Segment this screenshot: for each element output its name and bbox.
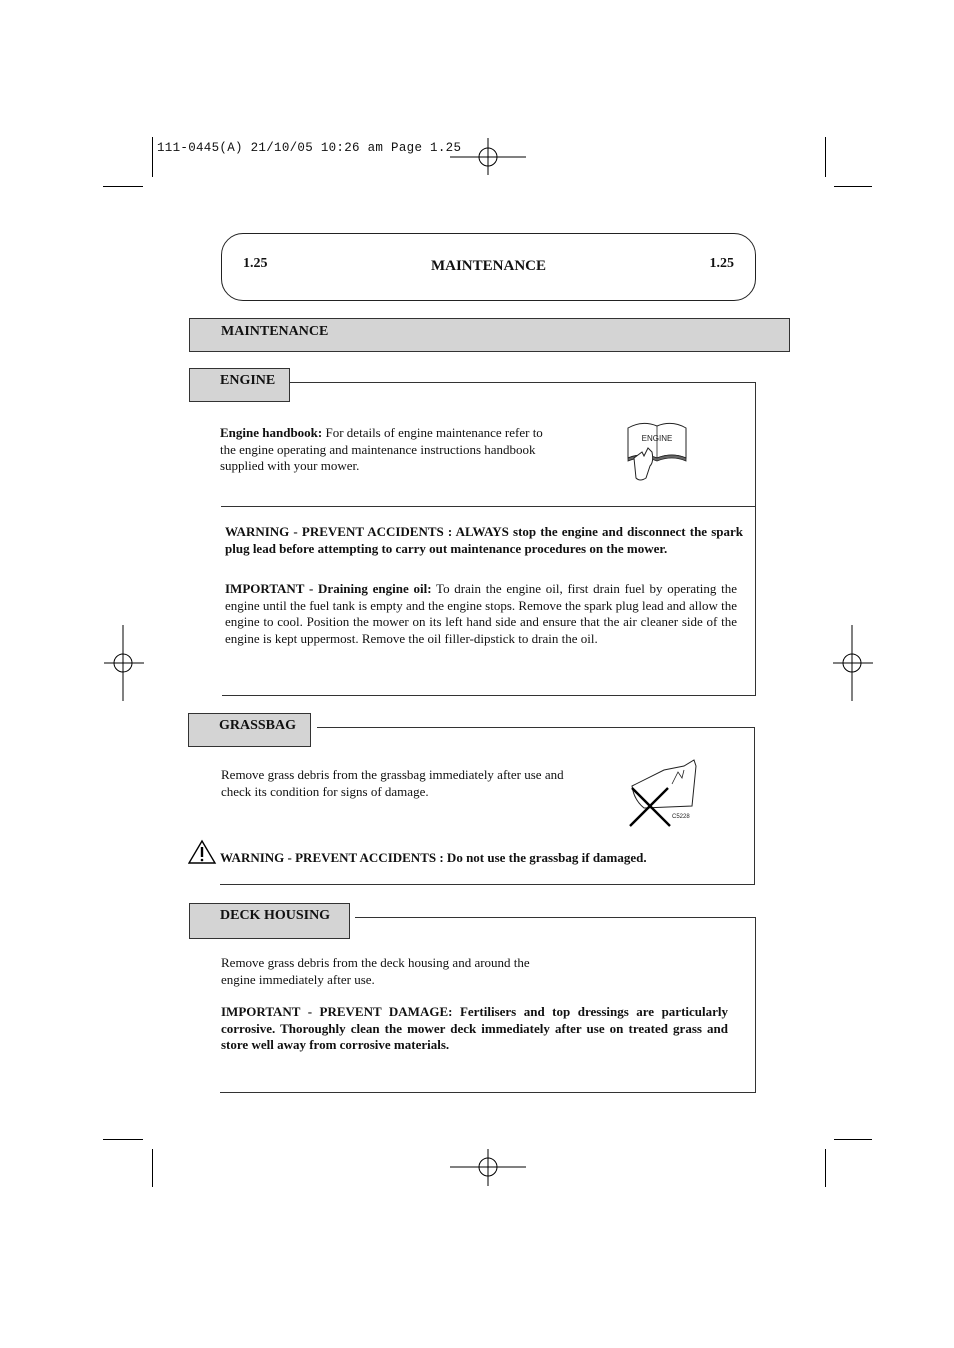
divider	[754, 727, 755, 885]
divider	[220, 884, 755, 885]
divider	[290, 382, 756, 383]
engine-handbook-icon	[624, 418, 690, 484]
registration-mark-icon	[448, 1148, 528, 1188]
grassbag-tab-label: GRASSBAG	[219, 718, 297, 733]
print-slug: 111-0445(A) 21/10/05 10:26 am Page 1.25	[157, 141, 462, 155]
grassbag-paragraph: Remove grass debris from the grassbag immediately after use and check its condition for signs of damage.	[221, 767, 564, 799]
crop-mark	[152, 1149, 153, 1187]
section-band	[189, 318, 790, 352]
deck-housing-tab-label: DECK HOUSING	[220, 908, 331, 923]
engine-handbook-paragraph	[220, 425, 560, 475]
engine-important-paragraph	[225, 581, 737, 647]
divider	[355, 917, 756, 918]
section-number-right: 1.25	[709, 256, 734, 271]
page-header	[221, 233, 756, 301]
deck-paragraph: Remove grass debris from the deck housing and around the engine immediately after use.	[221, 955, 530, 987]
engine-important-text: To drain the engine oil, first drain fuel by operating the engine until the fuel tank is empty and the engine stops. Remove the spark plug lead and allow the engine to cool. Position the mower on its left hand side and ensure that the air cleaner side of the engine is kept uppermost. Remove the oil filler-dipstick to drain the oil.	[225, 581, 737, 646]
divider	[317, 727, 755, 728]
deck-important: IMPORTANT - PREVENT DAMAGE: Fertilisers and top dressings are particularly corrosive. Thoroughly clean the mower deck immediately after use on treated grass and store well away from corrosive materials.	[221, 1004, 728, 1052]
engine-warning: WARNING - PREVENT ACCIDENTS : ALWAYS stop the engine and disconnect the spark plug lead before attempting to carry out maintenance procedures on the mower.	[225, 524, 743, 556]
section-band-title: MAINTENANCE	[221, 324, 329, 339]
grassbag-tab	[188, 713, 311, 747]
registration-mark-icon	[448, 136, 528, 176]
warning-triangle-icon	[188, 839, 218, 865]
engine-handbook-label: Engine handbook:	[220, 425, 323, 440]
crop-mark	[103, 1139, 143, 1140]
registration-mark-icon	[103, 624, 145, 702]
crop-mark	[825, 137, 826, 177]
grassbag-icon-code: C5228	[672, 814, 690, 820]
engine-handbook-text: For details of engine maintenance refer to the engine operating and maintenance instructions handbook supplied with your mower.	[220, 425, 543, 473]
page-title: MAINTENANCE	[430, 258, 546, 274]
engine-icon-label: ENGINE	[641, 434, 673, 443]
crop-mark	[825, 1149, 826, 1187]
damaged-grassbag-icon	[624, 756, 700, 830]
crop-mark	[834, 1139, 872, 1140]
crop-mark	[152, 137, 153, 177]
crop-mark	[103, 186, 143, 187]
engine-tab	[189, 368, 290, 402]
divider	[220, 1092, 756, 1093]
deck-housing-tab	[189, 903, 350, 939]
registration-mark-icon	[832, 624, 874, 702]
divider	[755, 917, 756, 1093]
divider	[755, 382, 756, 696]
section-number-left: 1.25	[243, 256, 268, 271]
divider	[222, 695, 756, 696]
engine-tab-label: ENGINE	[220, 373, 276, 388]
engine-important-label: IMPORTANT - Draining engine oil:	[225, 581, 432, 596]
divider	[221, 506, 756, 507]
crop-mark	[834, 186, 872, 187]
grassbag-warning: WARNING - PREVENT ACCIDENTS : Do not use the grassbag if damaged.	[220, 850, 647, 865]
